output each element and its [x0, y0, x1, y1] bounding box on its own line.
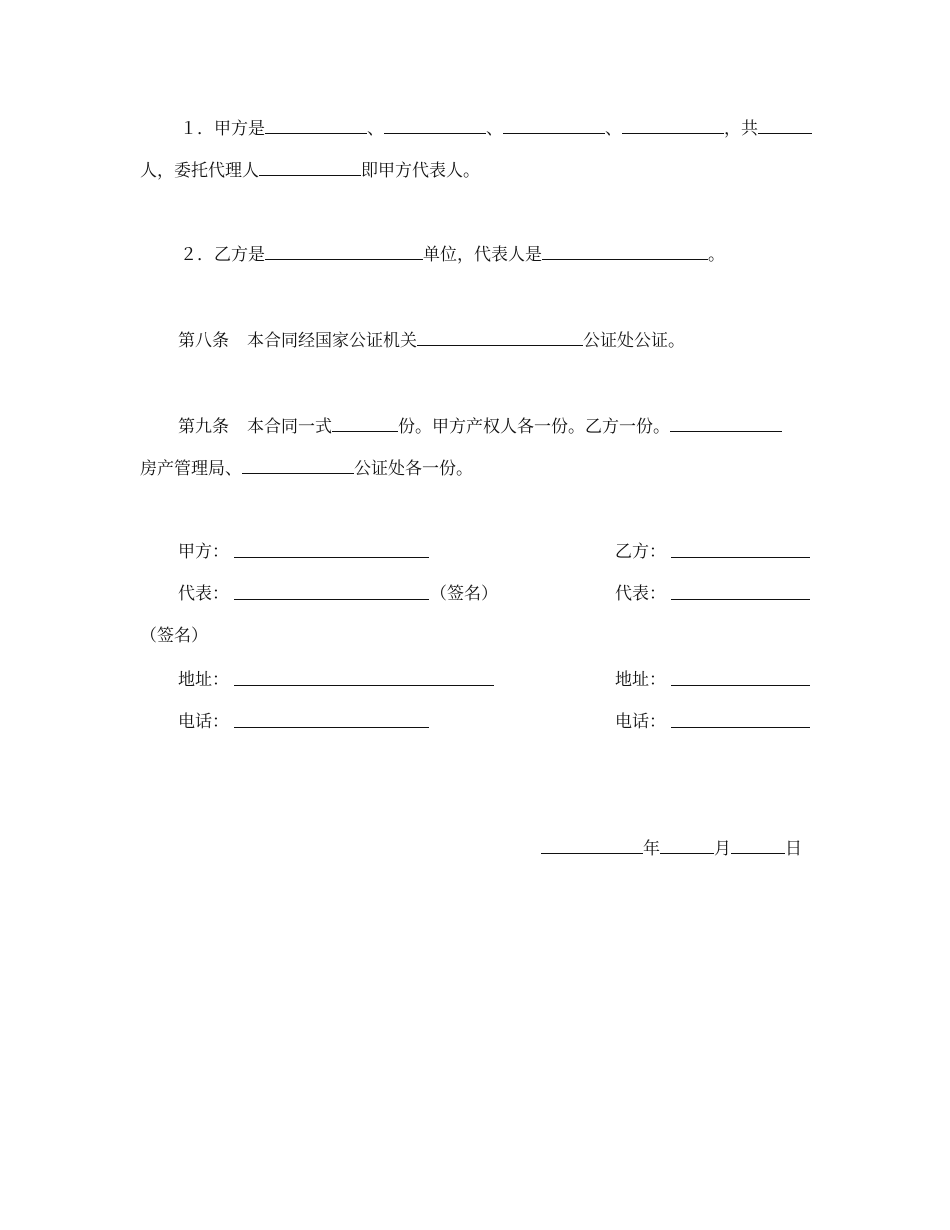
- sign-note-text: （签名）: [430, 584, 498, 604]
- separator: 、: [486, 119, 503, 139]
- year-blank[interactable]: [541, 838, 643, 854]
- notary-office-blank[interactable]: [242, 458, 354, 474]
- party-b-phone-blank[interactable]: [671, 727, 810, 728]
- party-b-rep-line: [615, 584, 666, 604]
- housing-bureau-blank[interactable]: [670, 416, 782, 432]
- party-a-phone-blank[interactable]: [234, 727, 429, 728]
- party-b-address-label: 地址：: [615, 670, 666, 690]
- day-label: 日: [785, 839, 802, 859]
- separator: 、: [367, 119, 384, 139]
- clause2-prefix: ２．乙方是: [180, 245, 265, 265]
- party-b-unit-blank[interactable]: [265, 244, 423, 260]
- party-a-name-blank-4[interactable]: [622, 118, 724, 134]
- article9-line1: [178, 416, 782, 436]
- clause1-total-text: ，共: [724, 119, 758, 139]
- notary-authority-blank[interactable]: [417, 330, 583, 346]
- article9-line2: [140, 458, 473, 478]
- party-a-address-line: [178, 670, 229, 690]
- party-a-label-line: [178, 542, 229, 562]
- clause1-line1: [180, 118, 812, 138]
- agent-name-blank[interactable]: [259, 160, 361, 176]
- copies-count-blank[interactable]: [332, 416, 398, 432]
- party-a-address-blank[interactable]: [234, 685, 494, 686]
- article9-end: 公证处各一份。: [354, 459, 473, 479]
- clause2-mid-text: 单位，代表人是: [423, 245, 542, 265]
- party-a-address-label: 地址：: [178, 670, 229, 690]
- article8-text: 本合同经国家公证机关: [247, 331, 417, 351]
- party-a-label: 甲方：: [178, 542, 229, 562]
- clause1-agent-text: 人，委托代理人: [140, 161, 259, 181]
- party-b-rep-blank[interactable]: [671, 599, 810, 600]
- date-line: [541, 838, 802, 858]
- clause1-rep-text: 即甲方代表人。: [361, 161, 480, 181]
- separator: 、: [605, 119, 622, 139]
- year-label: 年: [643, 839, 660, 859]
- article9-text: 本合同一式: [247, 417, 332, 437]
- party-b-rep-blank[interactable]: [542, 244, 708, 260]
- month-blank[interactable]: [660, 838, 714, 854]
- party-a-sign-note: [430, 584, 498, 604]
- party-a-rep-blank[interactable]: [234, 599, 429, 600]
- party-a-name-blank-1[interactable]: [265, 118, 367, 134]
- sign-note-text: （签名）: [140, 626, 208, 646]
- party-b-rep-label: 代表：: [615, 584, 666, 604]
- party-a-phone-line: [178, 712, 229, 732]
- party-b-label: 乙方：: [615, 542, 666, 562]
- party-a-rep-label: 代表：: [178, 584, 229, 604]
- party-b-phone-line: [615, 712, 666, 732]
- party-b-label-line: [615, 542, 666, 562]
- article8-line: [178, 330, 685, 350]
- article8-label: 第八条: [178, 331, 229, 351]
- party-a-rep-line: [178, 584, 229, 604]
- party-b-blank[interactable]: [671, 557, 810, 558]
- article9-mid-text: 份。甲方产权人各一份。乙方一份。: [398, 417, 670, 437]
- article9-bureau-text: 房产管理局、: [140, 459, 242, 479]
- party-b-sign-note: [140, 626, 208, 646]
- party-a-name-blank-2[interactable]: [384, 118, 486, 134]
- clause2-end: 。: [708, 245, 725, 265]
- party-a-blank[interactable]: [234, 557, 429, 558]
- party-b-address-line: [615, 670, 666, 690]
- party-a-phone-label: 电话：: [178, 712, 229, 732]
- clause2-line: [180, 244, 725, 264]
- party-a-name-blank-3[interactable]: [503, 118, 605, 134]
- party-b-phone-label: 电话：: [615, 712, 666, 732]
- article9-label: 第九条: [178, 417, 229, 437]
- day-blank[interactable]: [731, 838, 785, 854]
- month-label: 月: [714, 839, 731, 859]
- article8-end: 公证处公证。: [583, 331, 685, 351]
- party-a-count-blank[interactable]: [758, 118, 812, 134]
- clause1-prefix: １．甲方是: [180, 119, 265, 139]
- clause1-line2: [140, 160, 480, 180]
- party-b-address-blank[interactable]: [671, 685, 810, 686]
